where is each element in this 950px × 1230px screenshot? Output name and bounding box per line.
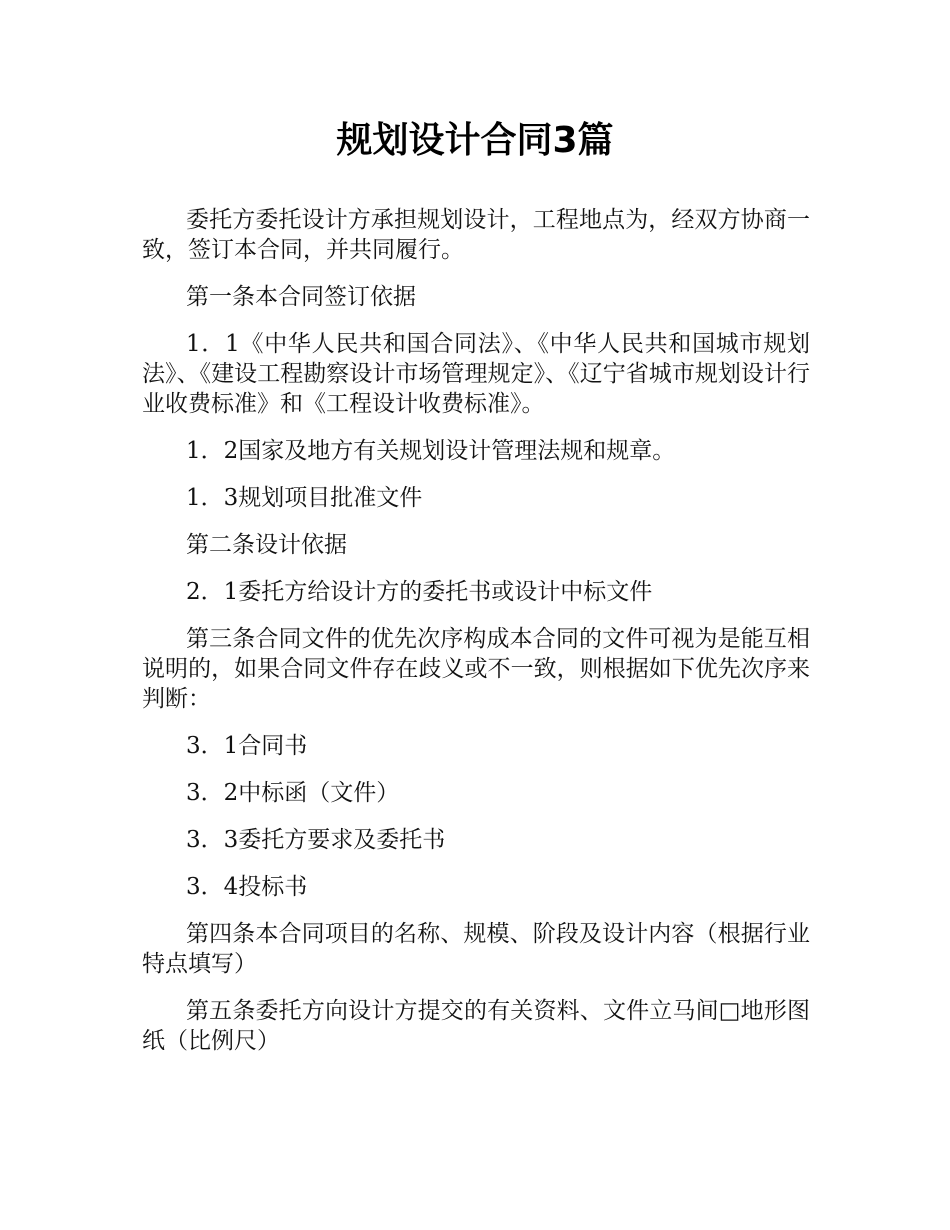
- paragraph-article-4: 第四条本合同项目的名称、规模、阶段及设计内容（根据行业特点填写）: [142, 921, 810, 977]
- paragraph-article-5: 第五条委托方向设计方提交的有关资料、文件立马间□地形图纸（比例尺）: [142, 998, 810, 1054]
- paragraph-3-2: 3．2中标函（文件）: [186, 780, 400, 806]
- document-title: 规划设计合同3篇: [336, 120, 614, 161]
- paragraph-3-4: 3．4投标书: [186, 874, 308, 900]
- paragraph-1-2: 1．2国家及地方有关规划设计管理法规和规章。: [186, 438, 676, 464]
- paragraph-article-2: 第二条设计依据: [186, 532, 347, 558]
- paragraph-article-3: 第三条合同文件的优先次序构成本合同的文件可视为是能互相说明的，如果合同文件存在歧义或不一致，则根据如下优先次序来判断：: [142, 626, 810, 712]
- paragraph-2-1: 2．1委托方给设计方的委托书或设计中标文件: [186, 579, 653, 605]
- paragraph-1-1: 1．1《中华人民共和国合同法》、《中华人民共和国城市规划法》、《建设工程勘察设计市场管理规定》、《辽宁省城市规划设计行业收费标准》和《工程设计收费标准》。: [142, 331, 810, 417]
- paragraph-3-3: 3．3委托方要求及委托书: [186, 827, 446, 853]
- paragraph-article-1: 第一条本合同签订依据: [186, 284, 416, 310]
- document-body: [142, 205, 810, 1073]
- paragraph-1-3: 1．3规划项目批准文件: [186, 485, 423, 511]
- paragraph-3-1: 3．1合同书: [186, 733, 308, 759]
- paragraph-intro: 委托方委托设计方承担规划设计，工程地点为，经双方协商一致，签订本合同，并共同履行。: [142, 207, 810, 263]
